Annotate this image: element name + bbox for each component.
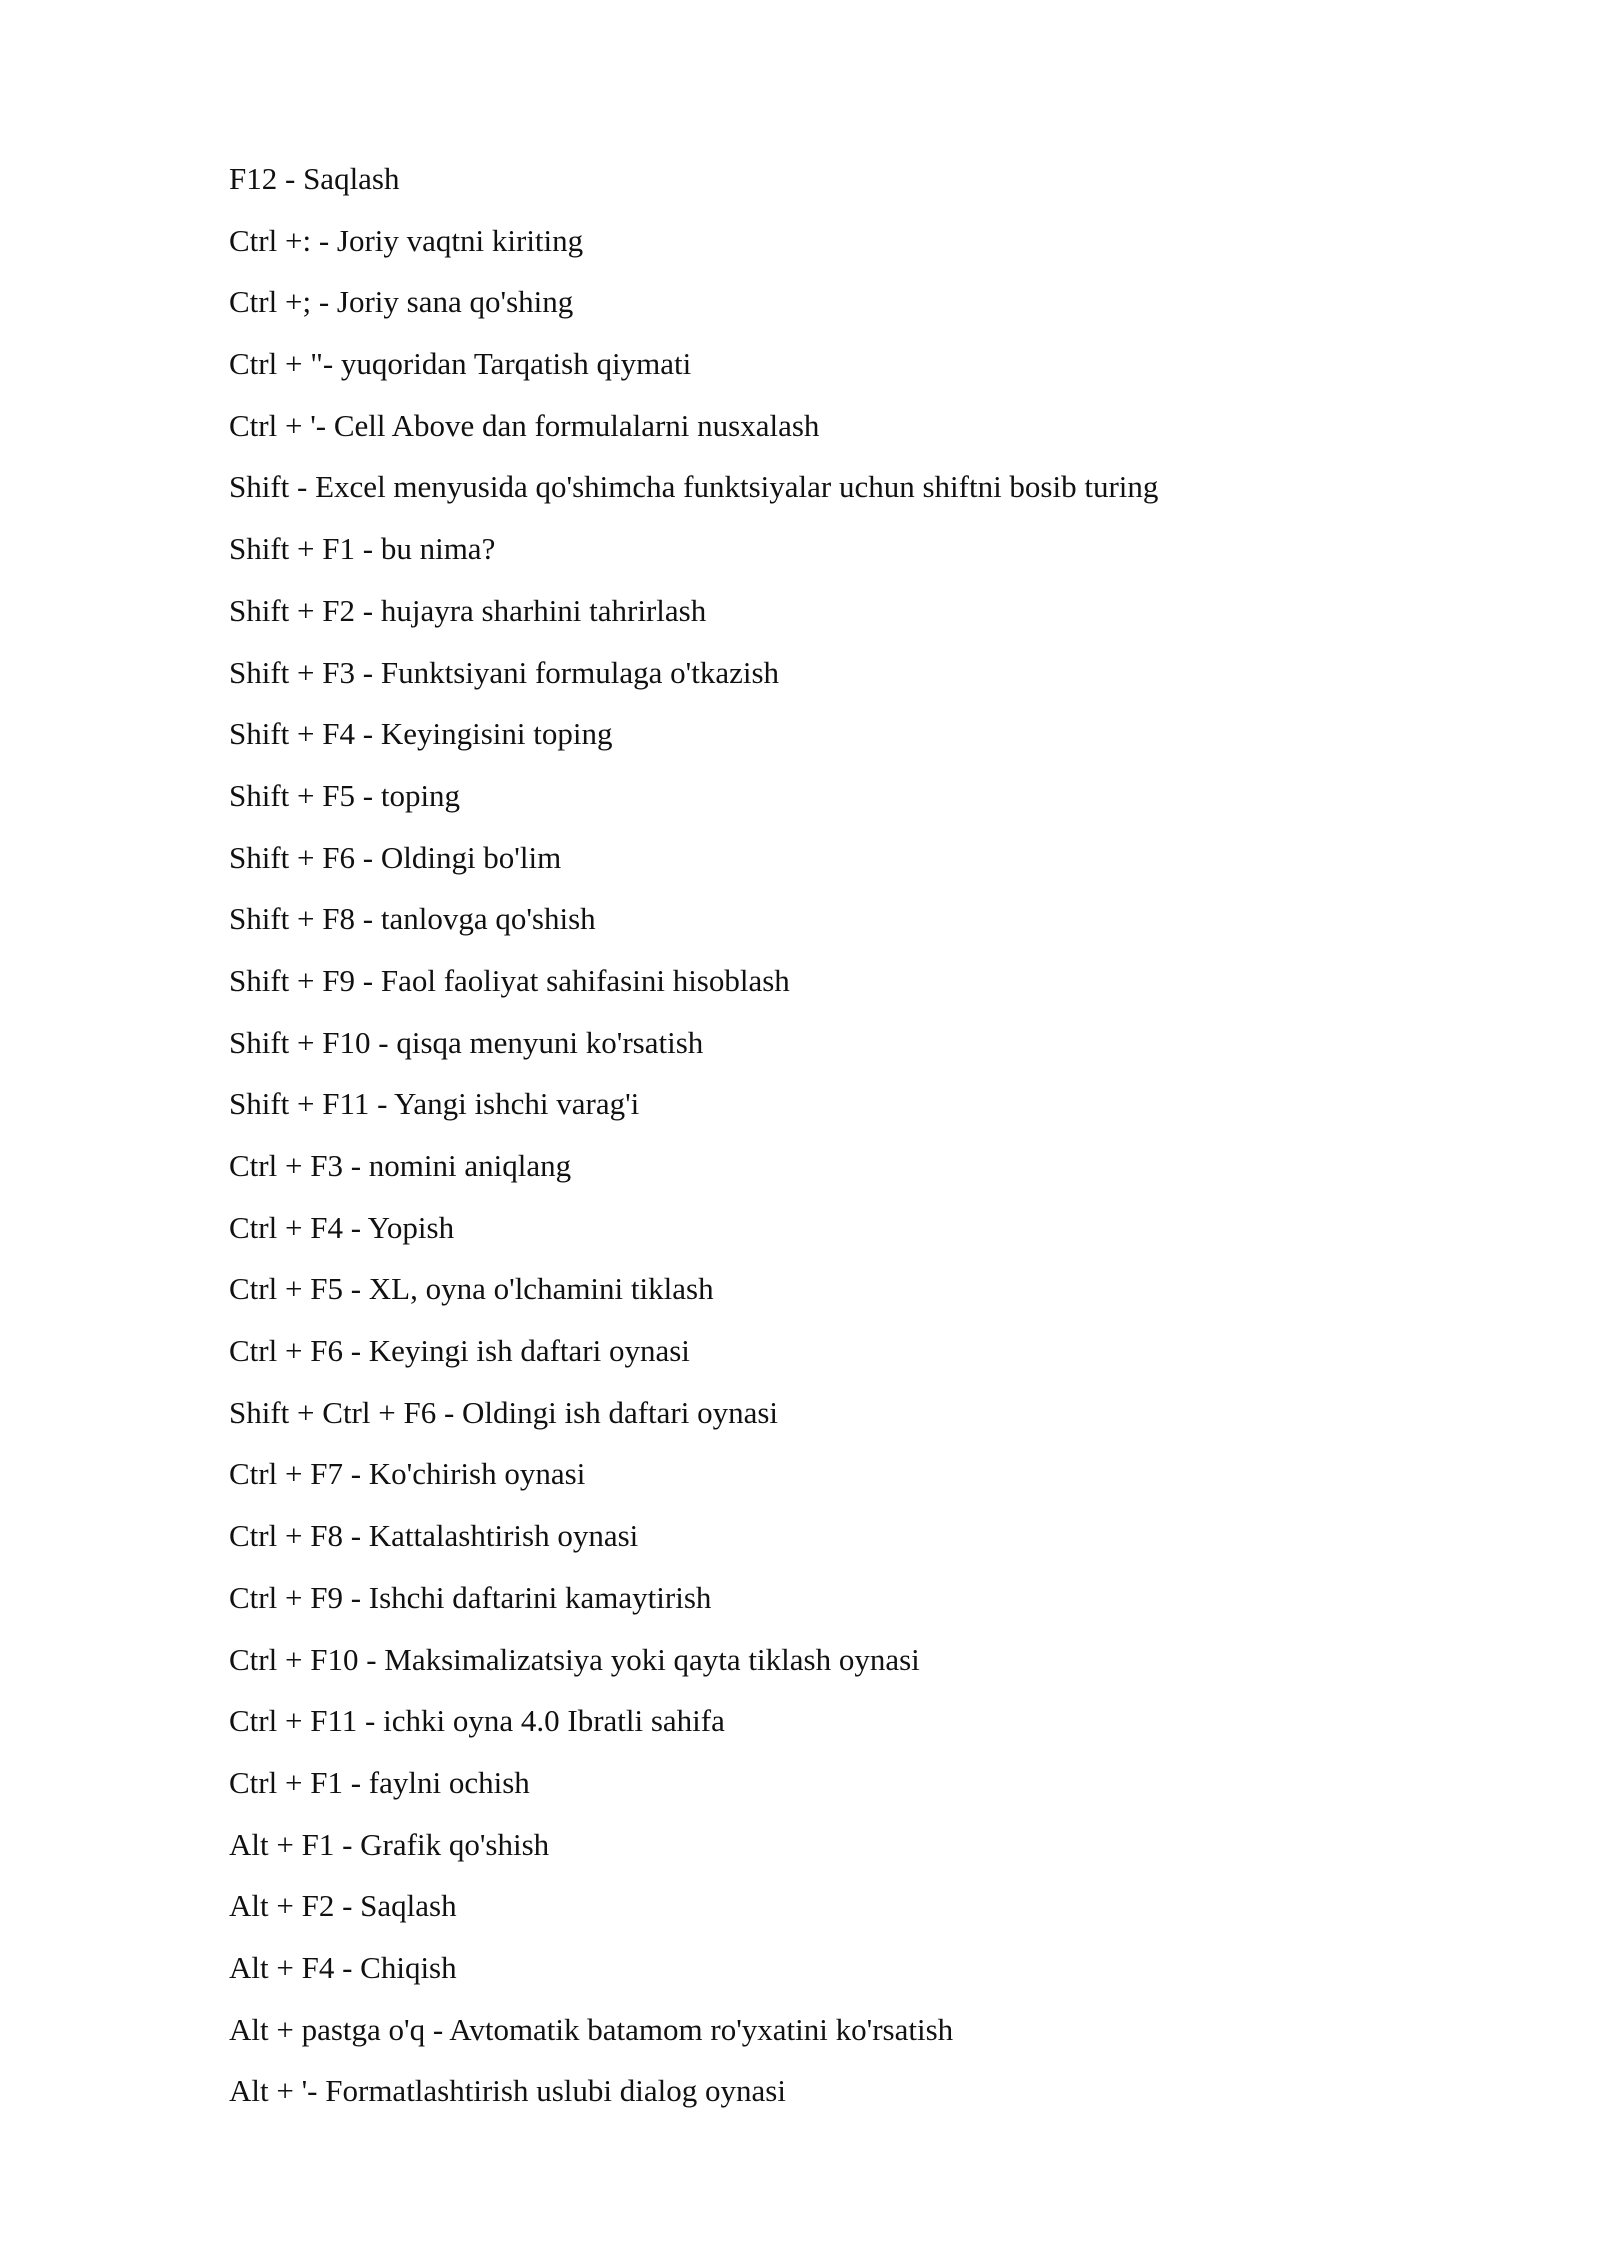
- shortcut-line: Alt + '- Formatlashtirish uslubi dialog oynasi: [229, 2073, 786, 2109]
- shortcut-line: Ctrl + '- Cell Above dan formulalarni nusxalash: [229, 407, 820, 443]
- shortcut-line: Shift + F11 - Yangi ishchi varag'i: [229, 1086, 640, 1122]
- shortcut-line: Ctrl + F11 - ichki oyna 4.0 Ibratli sahifa: [229, 1703, 725, 1739]
- shortcut-line: Shift + F4 - Keyingisini toping: [229, 716, 613, 752]
- shortcut-line: Shift - Excel menyusida qo'shimcha funktsiyalar uchun shiftni bosib turing: [229, 469, 1159, 505]
- shortcut-line: Ctrl + F8 - Kattalashtirish oynasi: [229, 1518, 639, 1554]
- shortcut-line: Shift + F8 - tanlovga qo'shish: [229, 901, 596, 937]
- shortcut-line: Ctrl + F7 - Ko'chirish oynasi: [229, 1456, 586, 1492]
- shortcut-line: Shift + F5 - toping: [229, 777, 461, 813]
- shortcut-line: Shift + F2 - hujayra sharhini tahrirlash: [229, 592, 707, 628]
- shortcut-line: Shift + Ctrl + F6 - Oldingi ish daftari oynasi: [229, 1394, 779, 1430]
- shortcut-line: Shift + F3 - Funktsiyani formulaga o'tkazish: [229, 654, 780, 690]
- shortcut-line: Ctrl + F1 - faylni ochish: [229, 1764, 530, 1800]
- shortcut-line: Shift + F6 - Oldingi bo'lim: [229, 839, 562, 875]
- shortcut-line: Ctrl + F9 - Ishchi daftarini kamaytirish: [229, 1579, 712, 1615]
- shortcut-line: Ctrl + F10 - Maksimalizatsiya yoki qayta tiklash oynasi: [229, 1641, 920, 1677]
- shortcut-line: Shift + F9 - Faol faoliyat sahifasini hisoblash: [229, 962, 790, 998]
- shortcut-line: Alt + F4 - Chiqish: [229, 1949, 457, 1985]
- shortcut-line: Ctrl + F3 - nomini aniqlang: [229, 1148, 572, 1183]
- shortcut-line: Alt + pastga o'q - Avtomatik batamom ro'yxatini ko'rsatish: [229, 2011, 954, 2047]
- shortcut-line: Ctrl +: - Joriy vaqtni kiriting: [229, 222, 584, 258]
- shortcut-line: Ctrl + F4 - Yopish: [229, 1209, 455, 1245]
- shortcut-list: [229, 148, 1158, 2122]
- shortcut-line: Ctrl +; - Joriy sana qo'shing: [229, 284, 574, 320]
- shortcut-line: Alt + F1 - Grafik qo'shish: [229, 1826, 550, 1862]
- shortcut-line: Ctrl + "- yuqoridan Tarqatish qiymati: [229, 346, 692, 382]
- shortcut-line: F12 - Saqlash: [229, 161, 400, 196]
- shortcut-line: Shift + F10 - qisqa menyuni ko'rsatish: [229, 1024, 704, 1060]
- shortcut-line: Alt + F2 - Saqlash: [229, 1888, 457, 1924]
- shortcut-line: Ctrl + F6 - Keyingi ish daftari oynasi: [229, 1333, 690, 1369]
- shortcut-line: Ctrl + F5 - XL, oyna o'lchamini tiklash: [229, 1271, 714, 1307]
- shortcut-line: Shift + F1 - bu nima?: [229, 531, 496, 567]
